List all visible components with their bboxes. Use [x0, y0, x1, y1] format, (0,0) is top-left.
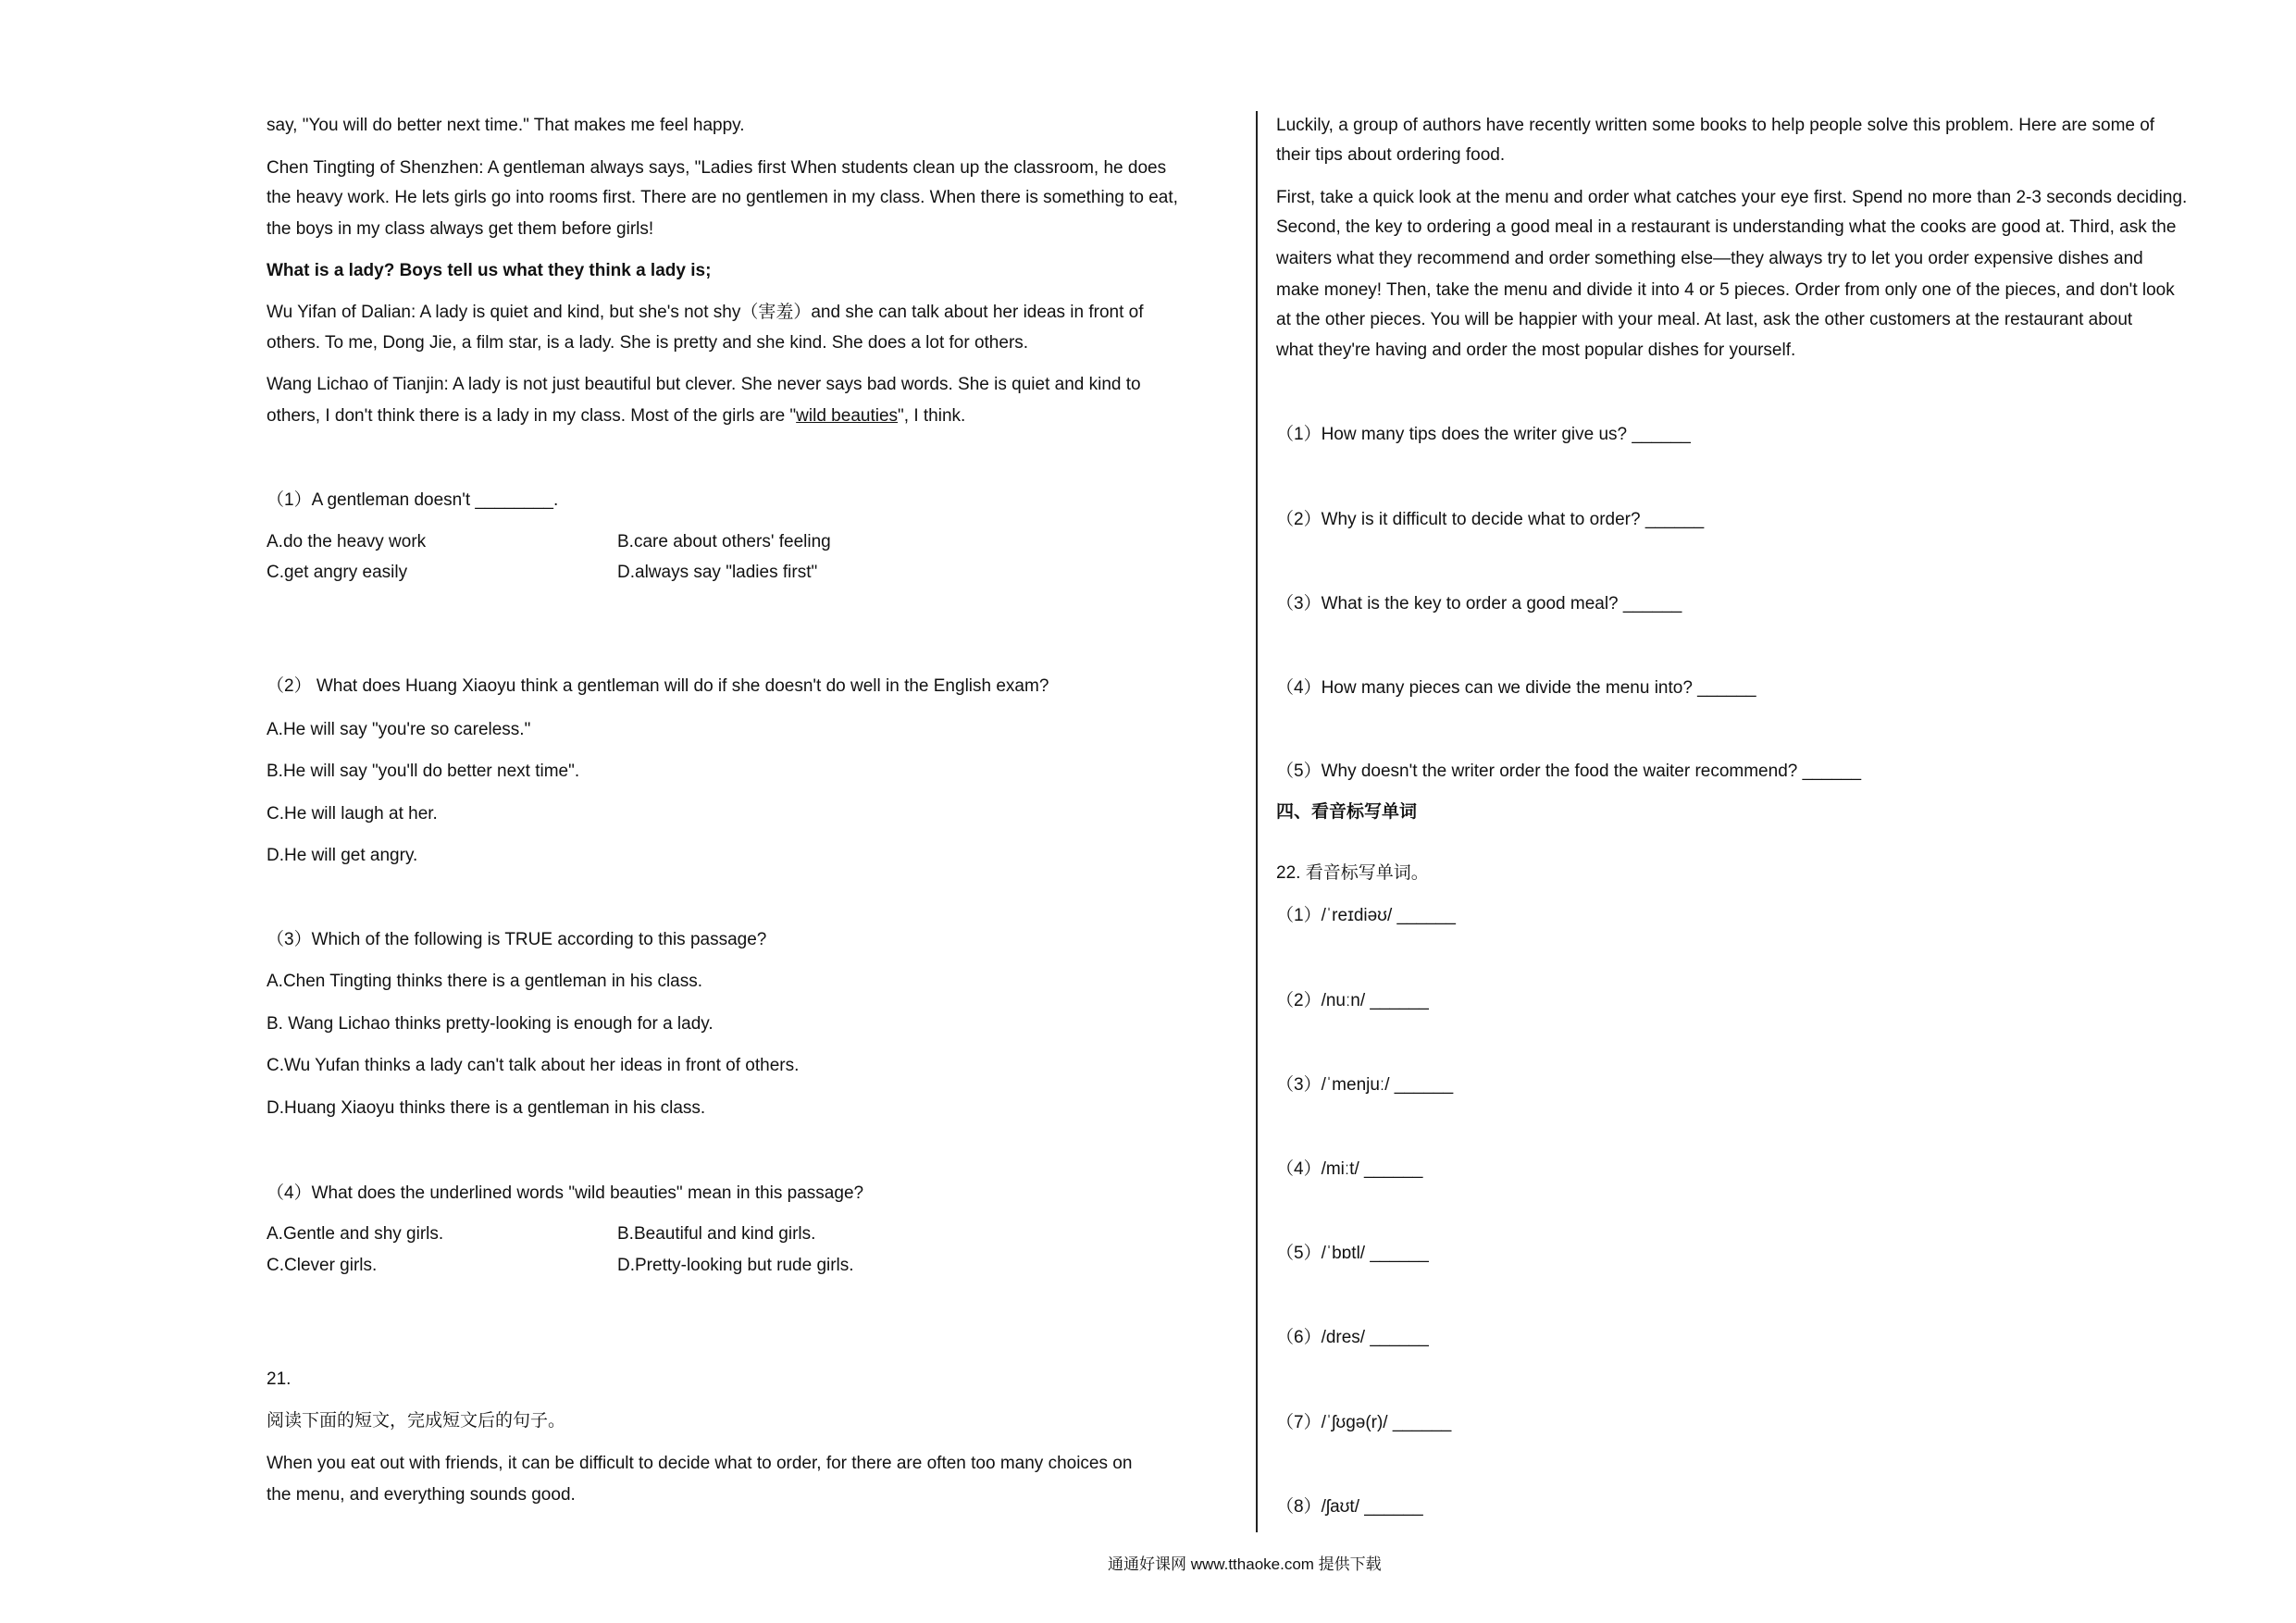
question: （2）Why is it difficult to decide what to order? ______ [1276, 510, 1705, 529]
question-number: 21. [267, 1369, 292, 1389]
question-stem: （1）A gentleman doesn't ________. [267, 490, 559, 510]
passage-line: the menu, and everything sounds good. [267, 1485, 576, 1505]
passage-line: waiters what they recommend and order something else—they always try to let you order expensive dishes and [1276, 249, 2143, 268]
option-c: C.get angry easily [267, 563, 408, 582]
phonetic-item: （8）/ʃaʊt/ ______ [1276, 1497, 1423, 1517]
text: ", I think. [898, 406, 966, 426]
question: （1）How many tips does the writer give us? ______ [1276, 425, 1691, 444]
option-a: A.Chen Tingting thinks there is a gentleman in his class. [267, 972, 703, 991]
question-stem: （4）What does the underlined words "wild beauties" mean in this passage? [267, 1183, 864, 1203]
passage-line: Wu Yifan of Dalian: A lady is quiet and kind, but she's not shy（害羞）and she can talk about her ideas in front of [267, 303, 1144, 322]
option-d: D.always say "ladies first" [617, 563, 818, 582]
underlined-phrase: wild beauties [796, 406, 899, 426]
question-stem: （3）Which of the following is TRUE according to this passage? [267, 930, 767, 949]
section-heading: 四、看音标写单词 [1276, 802, 1418, 822]
option-a: A.He will say "you're so careless." [267, 720, 531, 739]
passage-line: the boys in my class always get them before girls! [267, 219, 654, 239]
option-b: B.He will say "you'll do better next time". [267, 762, 580, 781]
option-d: D.Huang Xiaoyu thinks there is a gentleman in his class. [267, 1098, 706, 1118]
phonetic-item: （5）/ˈbɒtl/ ______ [1276, 1244, 1429, 1263]
column-divider [1256, 111, 1258, 1532]
passage-line: say, "You will do better next time." That makes me feel happy. [267, 116, 745, 135]
phonetic-item: （4）/miːt/ ______ [1276, 1159, 1423, 1179]
text: others, I don't think there is a lady in my class. Most of the girls are " [267, 406, 797, 426]
option-c: C.He will laugh at her. [267, 804, 438, 824]
option-c: C.Wu Yufan thinks a lady can't talk about her ideas in front of others. [267, 1056, 800, 1075]
phonetic-item: （6）/dres/ ______ [1276, 1328, 1429, 1347]
question-title: 22. 看音标写单词。 [1276, 863, 1429, 883]
question: （3）What is the key to order a good meal? ______ [1276, 594, 1682, 613]
passage-line: others. To me, Dong Jie, a film star, is a lady. She is pretty and she kind. She does a lot for others. [267, 333, 1029, 353]
passage-line: First, take a quick look at the menu and order what catches your eye first. Spend no more than 2-3 seconds deciding. [1276, 188, 2188, 207]
page-footer: 通通好课网 www.tthaoke.com 提供下载 [1108, 1555, 1382, 1573]
instruction: 阅读下面的短文，完成短文后的句子。 [267, 1411, 566, 1431]
phonetic-item: （7）/ˈʃʊgə(r)/ ______ [1276, 1413, 1452, 1432]
passage-line: what they're having and order the most popular dishes for yourself. [1276, 341, 1796, 360]
passage-line: Wang Lichao of Tianjin: A lady is not just beautiful but clever. She never says bad words. She is quiet and kind to [267, 375, 1141, 394]
question-stem: （2） What does Huang Xiaoyu think a gentleman will do if she doesn't do well in the English exam? [267, 676, 1049, 696]
option-c: C.Clever girls. [267, 1256, 378, 1275]
phonetic-item: （3）/ˈmenjuː/ ______ [1276, 1075, 1454, 1095]
passage-line [267, 405, 965, 427]
passage-line: Chen Tingting of Shenzhen: A gentleman always says, "Ladies first When students clean up the classroom, he does [267, 158, 1167, 178]
option-b: B. Wang Lichao thinks pretty-looking is enough for a lady. [267, 1014, 714, 1034]
passage-line: their tips about ordering food. [1276, 145, 1506, 165]
passage-line: Luckily, a group of authors have recently written some books to help people solve this problem. Here are some of [1276, 116, 2155, 135]
option-a: A.do the heavy work [267, 532, 427, 551]
question: （5）Why doesn't the writer order the food the waiter recommend? ______ [1276, 762, 1862, 781]
option-a: A.Gentle and shy girls. [267, 1224, 444, 1244]
phonetic-item: （2）/nuːn/ ______ [1276, 991, 1429, 1010]
option-b: B.Beautiful and kind girls. [617, 1224, 816, 1244]
passage-line: Second, the key to ordering a good meal in a restaurant is understanding what the cooks are good at. Third, ask the [1276, 217, 2177, 237]
option-d: D.He will get angry. [267, 846, 418, 865]
passage-line: make money! Then, take the menu and divide it into 4 or 5 pieces. Order from only one of the pieces, and don't look [1276, 280, 2175, 300]
question: （4）How many pieces can we divide the menu into? ______ [1276, 678, 1756, 698]
section-subheading: What is a lady? Boys tell us what they think a lady is; [267, 261, 712, 280]
passage-line: at the other pieces. You will be happier with your meal. At last, ask the other customers at the restaurant about [1276, 310, 2133, 329]
passage-line: the heavy work. He lets girls go into rooms first. There are no gentlemen in my class. When there is something to eat, [267, 188, 1178, 207]
option-b: B.care about others' feeling [617, 532, 831, 551]
phonetic-item: （1）/ˈreɪdiəʊ/ ______ [1276, 906, 1456, 925]
passage-line: When you eat out with friends, it can be difficult to decide what to order, for there are often too many choices on [267, 1454, 1133, 1473]
option-d: D.Pretty-looking but rude girls. [617, 1256, 854, 1275]
